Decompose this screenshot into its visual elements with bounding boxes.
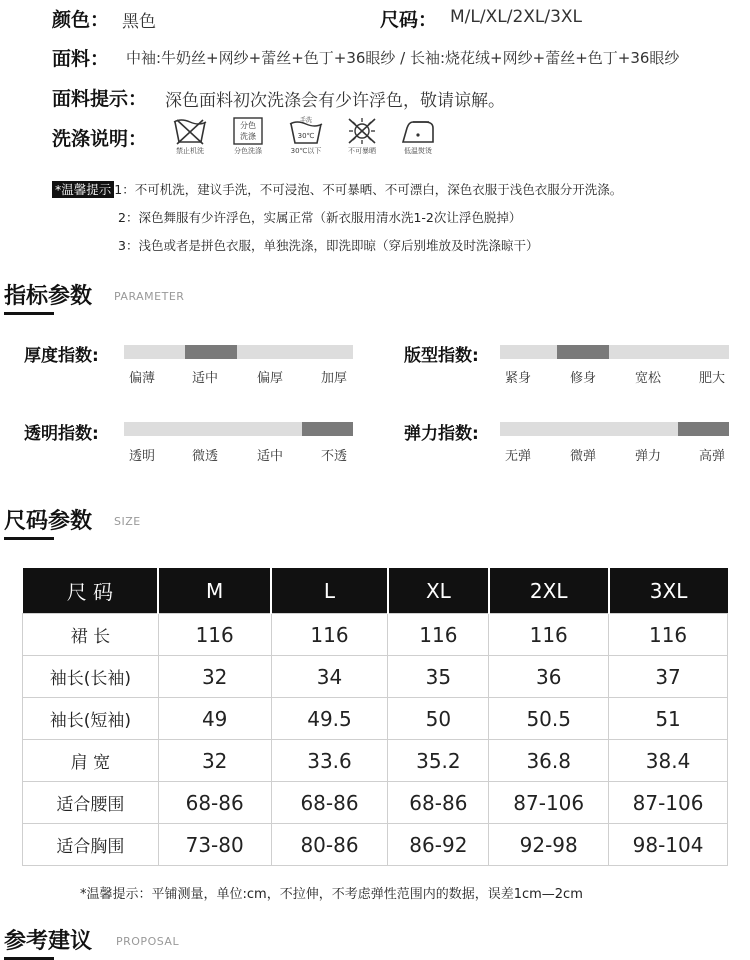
row-header: 适合腰围	[23, 782, 159, 824]
size-table	[22, 568, 728, 866]
table-cell: 87-106	[609, 782, 728, 824]
note-item: 3：浅色或者是拼色衣服，单独洗涤，即洗即晾（穿后别堆放及时洗涤晾干）	[118, 238, 539, 253]
table-cell: 37	[609, 656, 728, 698]
table-header-row	[23, 568, 728, 614]
fabric-value: 中袖:牛奶丝+网纱+蕾丝+色丁+36眼纱 / 长袖:烧花绒+网纱+蕾丝+色丁+36眼纱	[126, 49, 680, 67]
indicator-option: 适中	[192, 371, 219, 386]
svg-text:洗涤: 洗涤	[240, 132, 256, 141]
column-header: XL	[388, 568, 489, 614]
tip-label: 面料提示：	[52, 88, 148, 110]
row-header: 肩 宽	[23, 740, 159, 782]
column-header: 3XL	[609, 568, 728, 614]
indicator-marker	[557, 345, 609, 359]
table-cell: 51	[609, 698, 728, 740]
column-header: 2XL	[489, 568, 609, 614]
fit-indicator-label: 版型指数:	[404, 346, 479, 366]
table-cell: 116	[158, 614, 271, 656]
elasticity-indicator-bar	[500, 422, 729, 436]
care-caption: 低温熨烫	[404, 147, 432, 155]
table-row	[23, 614, 728, 656]
row-header: 袖长(长袖)	[23, 656, 159, 698]
measurement-footnote: *温馨提示：平铺测量，单位:cm，不拉伸，不考虑弹性范围内的数据，误差1cm—2cm	[80, 887, 583, 902]
parameter-section-title: 指标参数	[4, 284, 93, 309]
table-cell: 80-86	[271, 824, 388, 866]
row-header: 适合胸围	[23, 824, 159, 866]
table-cell: 38.4	[609, 740, 728, 782]
table-cell: 36	[489, 656, 609, 698]
indicator-option: 高弹	[699, 449, 726, 464]
parameter-section-subtitle: PARAMETER	[114, 290, 185, 303]
table-cell: 35	[388, 656, 489, 698]
table-cell: 116	[489, 614, 609, 656]
svg-text:手洗: 手洗	[299, 117, 313, 124]
table-cell: 49	[158, 698, 271, 740]
table-cell: 32	[158, 656, 271, 698]
column-header: M	[158, 568, 271, 614]
table-cell: 68-86	[271, 782, 388, 824]
indicator-marker	[678, 422, 729, 436]
table-cell: 36.8	[489, 740, 609, 782]
wash-separately-icon	[229, 116, 267, 158]
table-cell: 32	[158, 740, 271, 782]
table-cell: 116	[271, 614, 388, 656]
table-cell: 50	[388, 698, 489, 740]
table-cell: 98-104	[609, 824, 728, 866]
indicator-option: 透明	[129, 449, 156, 464]
table-cell: 49.5	[271, 698, 388, 740]
wash-label: 洗涤说明：	[52, 128, 148, 150]
table-row	[23, 824, 728, 866]
no-sun-dry-icon	[343, 116, 381, 158]
no-machine-wash-icon	[171, 116, 209, 158]
table-cell: 33.6	[271, 740, 388, 782]
indicator-option: 弹力	[635, 449, 662, 464]
note-item: 1：不可机洗，建议手洗，不可浸泡、不可暴晒、不可漂白，深色衣服于浅色衣服分开洗涤。	[114, 182, 623, 197]
hand-wash-30-icon	[287, 116, 325, 158]
indicator-option: 不透	[321, 449, 348, 464]
care-caption: 禁止机洗	[176, 147, 204, 155]
indicator-option: 无弹	[505, 449, 532, 464]
indicator-option: 微弹	[570, 449, 597, 464]
table-row	[23, 740, 728, 782]
table-cell: 116	[388, 614, 489, 656]
tip-value: 深色面料初次洗涤会有少许浮色，敬请谅解。	[165, 91, 505, 111]
thickness-indicator-bar	[124, 345, 353, 359]
table-cell: 116	[609, 614, 728, 656]
note-tag: *温馨提示	[52, 181, 114, 198]
table-cell: 86-92	[388, 824, 489, 866]
table-row	[23, 782, 728, 824]
table-cell: 50.5	[489, 698, 609, 740]
table-cell: 68-86	[388, 782, 489, 824]
table-row	[23, 698, 728, 740]
care-caption: 分色洗涤	[234, 147, 262, 155]
table-row	[23, 656, 728, 698]
proposal-section-subtitle: PROPOSAL	[116, 935, 180, 948]
table-cell: 68-86	[158, 782, 271, 824]
size-value: M/L/XL/2XL/3XL	[450, 7, 583, 27]
fit-indicator-bar	[500, 345, 729, 359]
indicator-option: 紧身	[505, 371, 532, 386]
indicator-option: 偏薄	[129, 371, 156, 386]
row-header: 袖长(短袖)	[23, 698, 159, 740]
indicator-option: 修身	[570, 371, 597, 386]
column-header: 尺 码	[23, 568, 159, 614]
fabric-label: 面料：	[52, 48, 110, 70]
transparency-indicator-label: 透明指数:	[24, 424, 99, 444]
table-cell: 73-80	[158, 824, 271, 866]
section-underline	[4, 312, 54, 315]
proposal-section-title: 参考建议	[4, 929, 93, 954]
table-cell: 34	[271, 656, 388, 698]
size-section-title: 尺码参数	[4, 509, 93, 534]
note-line-1	[52, 180, 622, 198]
row-header: 裙 长	[23, 614, 159, 656]
size-label: 尺码：	[380, 9, 438, 31]
indicator-marker	[185, 345, 237, 359]
indicator-option: 适中	[257, 449, 284, 464]
note-item: 2：深色舞服有少许浮色，实属正常（新衣服用清水洗1-2次让浮色脱掉）	[118, 210, 522, 225]
care-caption: 不可暴晒	[348, 147, 376, 155]
color-label: 颜色：	[52, 9, 110, 31]
transparency-indicator-bar	[124, 422, 353, 436]
indicator-marker	[302, 422, 353, 436]
svg-text:30℃: 30℃	[297, 132, 315, 140]
section-underline	[4, 537, 54, 540]
table-cell: 87-106	[489, 782, 609, 824]
color-value: 黑色	[122, 12, 156, 32]
indicator-option: 微透	[192, 449, 219, 464]
indicator-option: 宽松	[635, 371, 662, 386]
care-caption: 30℃以下	[290, 147, 322, 155]
indicator-option: 加厚	[321, 371, 348, 386]
indicator-option: 肥大	[699, 371, 726, 386]
elasticity-indicator-label: 弹力指数:	[404, 424, 479, 444]
svg-text:分色: 分色	[240, 121, 256, 130]
size-section-subtitle: SIZE	[114, 515, 141, 528]
thickness-indicator-label: 厚度指数:	[24, 346, 99, 366]
indicator-option: 偏厚	[257, 371, 284, 386]
column-header: L	[271, 568, 388, 614]
low-temp-iron-icon	[399, 116, 437, 158]
table-cell: 92-98	[489, 824, 609, 866]
table-cell: 35.2	[388, 740, 489, 782]
